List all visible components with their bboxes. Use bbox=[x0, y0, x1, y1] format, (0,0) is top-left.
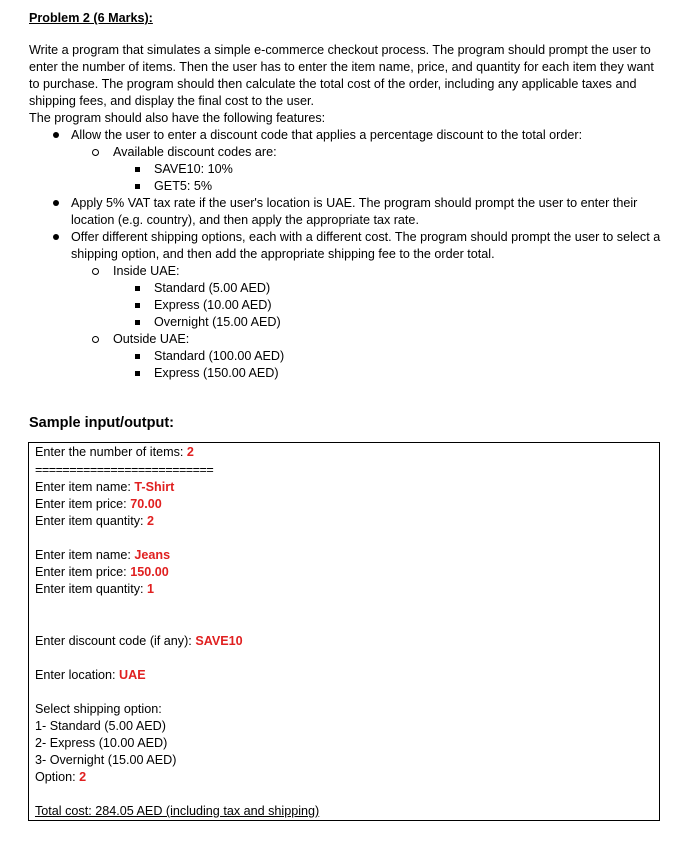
square-bullet-icon bbox=[135, 286, 140, 291]
total-cost-line: Total cost: 284.05 AED (including tax and shipping) bbox=[35, 804, 320, 818]
feature-discount: Allow the user to enter a discount code that applies a percentage discount to the total order: Available discount codes are: SAVE10: 10% GET5: 5% bbox=[29, 127, 663, 195]
square-bullet-icon bbox=[135, 184, 140, 189]
circle-bullet-icon bbox=[92, 149, 99, 156]
shipping-item: Express (150.00 AED) bbox=[71, 365, 663, 382]
discount-sublist bbox=[71, 144, 663, 195]
inside-list bbox=[113, 280, 663, 331]
square-bullet-icon bbox=[135, 167, 140, 172]
features-intro: The program should also have the following features: bbox=[29, 111, 326, 125]
item-price-line: Enter item price: 150.00 bbox=[35, 565, 169, 579]
feature-vat: Apply 5% VAT tax rate if the user's location is UAE. The program should prompt the user to enter their location (e.g. country), and then apply the appropriate tax rate. bbox=[29, 195, 663, 229]
features-list bbox=[29, 127, 663, 382]
separator-line: ========================== bbox=[35, 463, 214, 477]
feature-shipping: Offer different shipping options, each with a different cost. The program should prompt the user to select a shipping option, and then add the appropriate shipping fee to the order total. Inside UAE: Standard (5.00 AED) Express (10.00 AED) Overnight (15.00 AED) Outside UAE: Standard (100.00 AED) Express (150.00 AED) bbox=[29, 229, 663, 382]
discount-line: Enter discount code (if any): SAVE10 bbox=[35, 634, 243, 648]
problem-intro: Write a program that simulates a simple e-commerce checkout process. The program should prompt the user to enter the number of items. Then the user has to enter the item name, price, and quantity for each item they want to purchase. The program should then calculate the total cost of the order, including any applicable taxes and shipping fees, and display the final cost to the user. bbox=[29, 43, 654, 108]
bullet-icon bbox=[53, 200, 59, 206]
shipping-item: Standard (5.00 AED) bbox=[71, 280, 663, 297]
shipping-option-line: 3- Overnight (15.00 AED) bbox=[35, 753, 177, 767]
bullet-icon bbox=[53, 132, 59, 138]
item-qty-line: Enter item quantity: 2 bbox=[35, 514, 155, 528]
item-name-line: Enter item name: T-Shirt bbox=[35, 480, 175, 494]
sample-title: Sample input/output: bbox=[29, 415, 174, 431]
problem-title: Problem 2 (6 Marks): bbox=[29, 11, 153, 25]
shipping-item: Standard (100.00 AED) bbox=[71, 348, 663, 365]
num-items-line: Enter the number of items: 2 bbox=[35, 445, 194, 459]
bullet-icon bbox=[53, 234, 59, 240]
codes-label: Available discount codes are: bbox=[113, 145, 277, 159]
outside-label: Outside UAE: bbox=[113, 332, 190, 346]
square-bullet-icon bbox=[135, 303, 140, 308]
item-name-line: Enter item name: Jeans bbox=[35, 548, 171, 562]
shipping-item: Express (10.00 AED) bbox=[71, 297, 663, 314]
item-qty-line: Enter item quantity: 1 bbox=[35, 582, 155, 596]
codes-list bbox=[113, 161, 663, 195]
circle-bullet-icon bbox=[92, 268, 99, 275]
shipping-item: Overnight (15.00 AED) bbox=[71, 314, 663, 331]
code-item: GET5: 5% bbox=[71, 178, 663, 195]
inside-label: Inside UAE: bbox=[113, 264, 180, 278]
shipping-option-line: 2- Express (10.00 AED) bbox=[35, 736, 168, 750]
sample-io-box bbox=[28, 442, 660, 821]
code-item: SAVE10: 10% bbox=[71, 161, 663, 178]
option-line: Option: 2 bbox=[35, 770, 87, 784]
item-price-line: Enter item price: 70.00 bbox=[35, 497, 162, 511]
shipping-option-line: 1- Standard (5.00 AED) bbox=[35, 719, 166, 733]
square-bullet-icon bbox=[135, 371, 140, 376]
outside-list bbox=[113, 348, 663, 382]
square-bullet-icon bbox=[135, 354, 140, 359]
shipping-sublist bbox=[71, 263, 663, 382]
shipping-prompt-line: Select shipping option: bbox=[35, 702, 162, 716]
location-line: Enter location: UAE bbox=[35, 668, 146, 682]
square-bullet-icon bbox=[135, 320, 140, 325]
problem-document bbox=[29, 10, 663, 439]
circle-bullet-icon bbox=[92, 336, 99, 343]
